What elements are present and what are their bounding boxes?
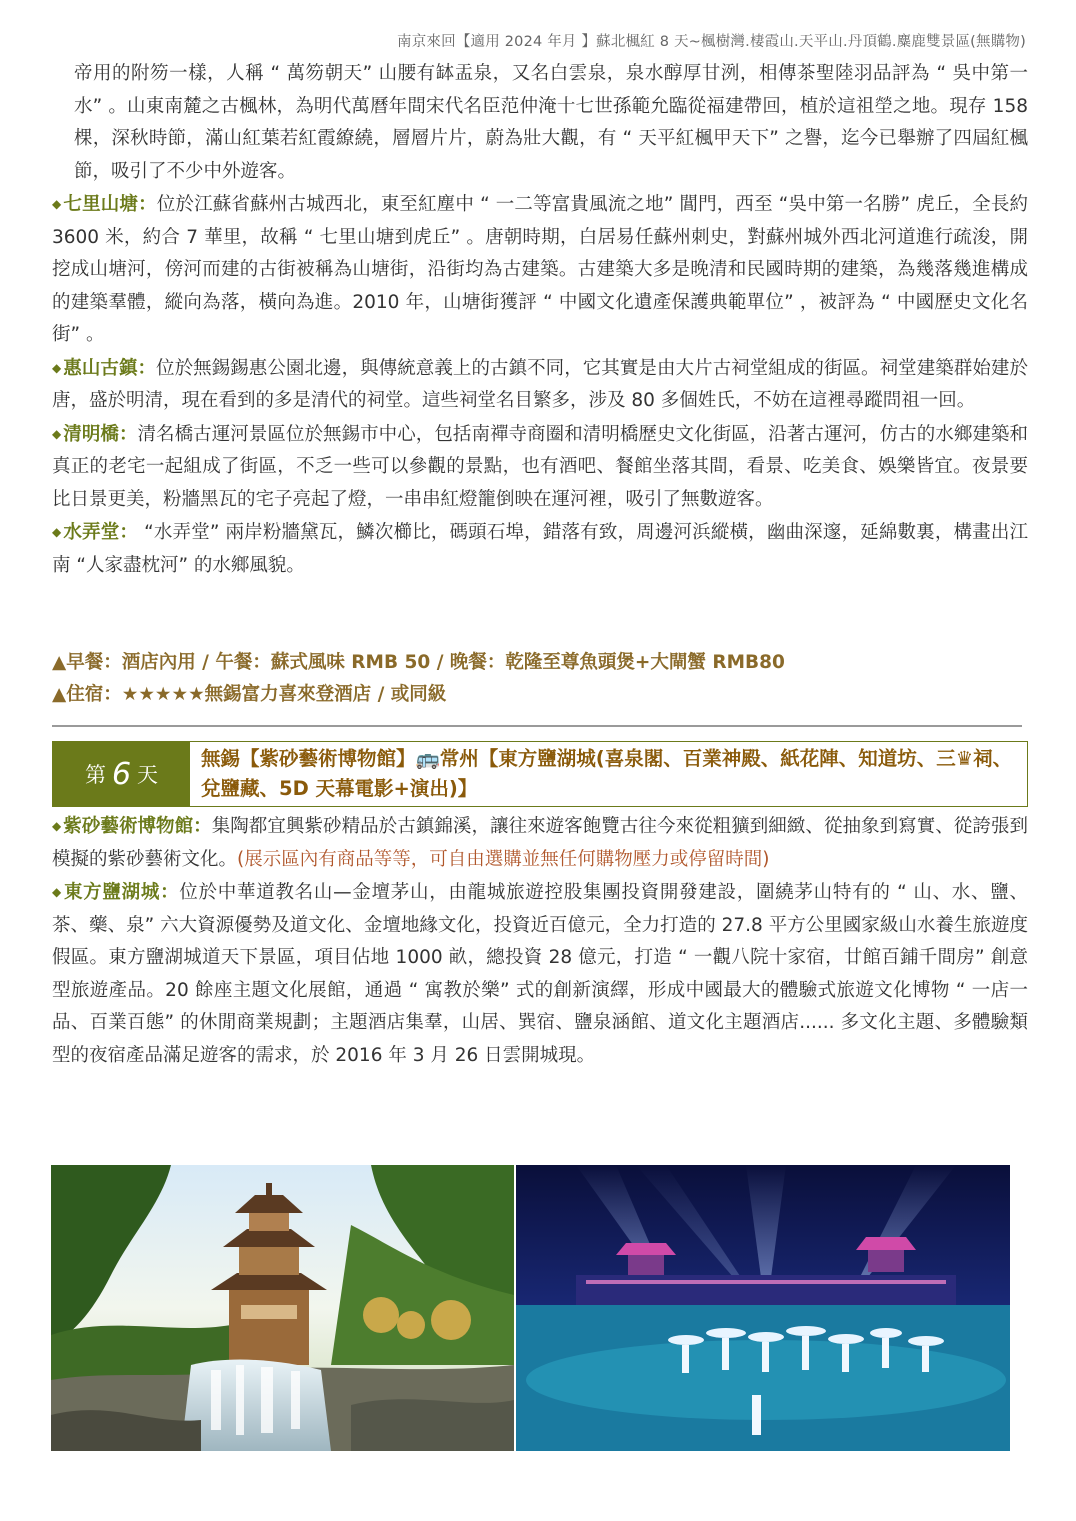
photo-night-performance (516, 1165, 1010, 1451)
section-divider (52, 725, 1022, 727)
attraction-label: 惠山古鎮： (63, 357, 157, 379)
day-title: 無錫【紫砂藝術博物館】🚌常州【東方鹽湖城(喜泉閣、百業神殿、紙花陣、知道坊、三♛祠、兌鹽藏、5D 天幕電影+演出)】 (201, 747, 1013, 800)
day-suffix: 天 (137, 763, 159, 787)
diamond-bullet-icon: ◆ (52, 197, 62, 211)
photo-pavilion-waterfall (51, 1165, 514, 1451)
attraction-label: 紫砂藝術博物館： (63, 816, 212, 837)
day5-attractions (52, 188, 1028, 582)
attraction-label: 清明橋： (63, 423, 138, 445)
day6-attractions (52, 810, 1028, 1072)
attraction-zisha-museum (52, 810, 1028, 876)
attraction-huishan (52, 352, 1028, 418)
attraction-qilishantang (52, 188, 1028, 352)
attraction-qingmingqiao (52, 418, 1028, 517)
attraction-shuinongtang (52, 516, 1028, 582)
day-header (52, 741, 1028, 807)
attraction-text: 位於中華道教名山—金壇茅山，由龍城旅遊控股集團投資開發建設，圍繞茅山特有的 “ 山、水、鹽、 茶、藥、泉” 六大資源優勢及道文化、金壇地緣文化，投資近百億元，全力打造的 27.8 平方公里國家級山水養生旅遊度假區。東方鹽湖城道天下景區，項目佔地 1000 畝，總投資 28 億元，打造 “ 一觀八院十家宿，廿館百鋪千間房” 創意型旅遊產品。20 餘座主題文化展館，通過 “ 寓教於樂” 式的創新演繹，形成中國最大的體驗式旅遊文化博物 “ 一店一品、百業百態” 的休閒商業規劃；主題酒店集羣，山居、巽宿、鹽泉涵館、道文化主題酒店...... 多文化主題、多體驗類型的夜宿產品滿足遊客的需求，於 2016 年 3 月 26 日雲開城現。 (52, 882, 1028, 1066)
attraction-text: 位於無錫錫惠公園北邊，與傳統意義上的古鎮不同，它其實是由大片古祠堂組成的街區。祠堂建築群始建於唐，盛於明清，現在看到的多是清代的祠堂。這些祠堂名目繁多，涉及 80 多個姓氏，不妨在這裡尋蹤問祖一回。 (52, 357, 1028, 411)
page-header: 南京來回【適用 2024 年月 】蘇北楓紅 8 天~楓樹灣.棲霞山.天平山.丹頂鶴.麋鹿雙景區(無購物) (397, 34, 1026, 50)
meals-line: ▲早餐：酒店內用 / 午餐：蘇式風味 RMB 50 / 晚餐：乾隆至尊魚頭煲+大閘蟹 RMB80 (52, 652, 785, 673)
diamond-bullet-icon: ◆ (52, 819, 62, 833)
attraction-dongfang-yanhu (52, 876, 1028, 1072)
attraction-label: 水弄堂： (63, 522, 139, 543)
attraction-label: 東方鹽湖城： (63, 882, 180, 903)
attraction-text: 集陶都宜興紫砂精品於古鎮錦溪，讓往來遊客飽覽古往今來從粗獷到細緻、從抽象到寫實、從誇張到模擬的紫砂藝術文化。 (52, 816, 1028, 870)
intro-paragraph (52, 58, 1028, 188)
attraction-text: 清名橋古運河景區位於無錫市中心，包括南禪寺商圈和清明橋歷史文化街區，沿著古運河，仿古的水鄉建築和真正的老宅一起組成了街區，不乏一些可以參觀的景點，也有酒吧、餐館坐落其間，看景、吃美食、娛樂皆宜。夜景要比日景更美，粉牆黑瓦的宅子亮起了燈，一串串紅燈籠倒映在運河裡，吸引了無數遊客。 (52, 423, 1028, 510)
diamond-bullet-icon: ◆ (52, 885, 62, 899)
diamond-bullet-icon: ◆ (52, 525, 62, 539)
diamond-bullet-icon: ◆ (52, 426, 62, 441)
day-badge (53, 742, 190, 806)
attraction-label: 七里山塘： (63, 194, 157, 215)
diamond-bullet-icon: ◆ (52, 360, 62, 375)
day-number: 6 (111, 756, 132, 792)
shopping-note: (展示區內有商品等等，可自由選購並無任何購物壓力或停留時間) (237, 848, 770, 870)
day-prefix: 第 (84, 763, 106, 787)
intro-text: 帝用的附笏一樣，人稱 “ 萬笏朝天” 山腰有缽盂泉，又名白雲泉，泉水醇厚甘洌，相傳茶聖陸羽品評為 “ 吳中第一水” 。山東南麓之古楓林，為明代萬曆年間宋代名臣范仲淹十七世孫範允臨從福建帶回，植於這祖塋之地。現存 158 棵，深秋時節，滿山紅葉若紅霞繚繞，層層片片，蔚為壯大觀，有 “ 天平紅楓甲天下” 之譽，迄今已舉辦了四屆紅楓節，吸引了不少中外遊客。 (74, 63, 1028, 182)
attraction-text: 位於江蘇省蘇州古城西北，東至紅塵中 “ 一二等富貴風流之地” 閶門，西至 “吳中第一名勝” 虎丘，全長約 3600 米，約合 7 華里，故稱 “ 七里山塘到虎丘” 。唐朝時期，白居易任蘇州刺史，對蘇州城外西北河道進行疏浚，開挖成山塘河，傍河而建的古街被稱為山塘街，沿街均為古建築。古建築大多是晚清和民國時期的建築，為幾落幾進構成的建築羣體，縱向為落，橫向為進。2010 年，山塘街獲評 “ 中國文化遺產保護典範單位” ，被評為 “ 中國歷史文化名街” 。 (52, 194, 1028, 345)
attraction-text: “水弄堂” 兩岸粉牆黛瓦，鱗次櫛比，碼頭石埠，錯落有致，周邊河浜縱橫，幽曲深邃，延綿數裏，構畫出江南 “人家盡枕河” 的水鄉風貌。 (52, 522, 1028, 576)
lodging-line: ▲住宿：★★★★★無錫富力喜來登酒店 / 或同級 (52, 684, 447, 705)
